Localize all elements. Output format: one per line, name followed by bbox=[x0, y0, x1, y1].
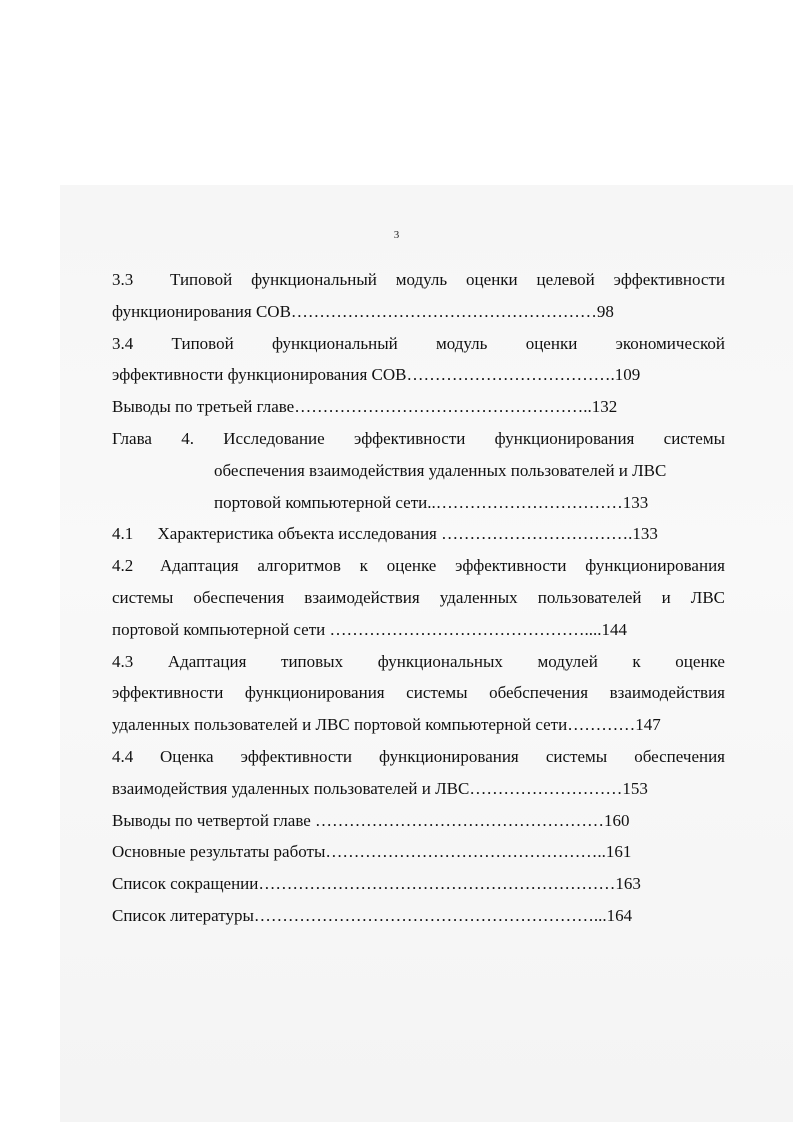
toc-entry-references[interactable] bbox=[112, 900, 725, 932]
toc-entry-4-2[interactable] bbox=[112, 550, 725, 582]
toc-word: функциональных bbox=[377, 651, 503, 671]
toc-word: системы bbox=[663, 428, 725, 448]
toc-entry-conclusions-3[interactable] bbox=[112, 391, 725, 423]
toc-entry-title-cont: эффективности функционирования СОВ……………………………….109 bbox=[112, 365, 641, 385]
toc-entry-title: Характеристика объекта исследования …………………………….133 bbox=[157, 524, 658, 544]
toc-word: эффективности bbox=[354, 428, 466, 448]
toc-entry-chapter-4-cont[interactable] bbox=[112, 487, 725, 519]
toc-entry-4-2-cont[interactable] bbox=[112, 582, 725, 614]
toc-word: Адаптация bbox=[167, 651, 247, 671]
toc-entry-title: Основные результаты работы…………………………………………..161 bbox=[112, 842, 632, 862]
toc-entry-3-4-cont[interactable] bbox=[112, 359, 725, 391]
toc-word: экономической bbox=[615, 333, 725, 353]
toc-entry-title: Список сокращении………………………………………………………163 bbox=[112, 874, 641, 894]
toc-entry-chapter-4[interactable] bbox=[112, 423, 725, 455]
toc-entry-number: 4.3 bbox=[112, 651, 134, 671]
toc-word: функциональный bbox=[271, 333, 398, 353]
toc-word: типовых bbox=[281, 651, 344, 671]
toc-word: оценке bbox=[675, 651, 725, 671]
toc-word: оценки bbox=[525, 333, 578, 353]
toc-word: Глава bbox=[112, 428, 152, 448]
toc-entry-title-cont: эффективности функционирования системы обебспечения взаимодействия bbox=[112, 683, 725, 703]
toc-entry-title-cont: системы обеспечения взаимодействия удаленных пользователей и ЛВС bbox=[112, 587, 725, 607]
toc-entry-main-results[interactable] bbox=[112, 836, 725, 868]
toc-entry-number: 4.2 bbox=[112, 556, 134, 576]
toc-entry-4-3-cont[interactable] bbox=[112, 709, 725, 741]
toc-entry-title-cont: обеспечения взаимодействия удаленных пользователей и ЛВС bbox=[214, 460, 667, 480]
toc-entry-4-3-cont[interactable] bbox=[112, 677, 725, 709]
toc-word: 4. bbox=[181, 428, 194, 448]
table-of-contents bbox=[112, 264, 725, 932]
toc-word: функционирования bbox=[494, 428, 635, 448]
toc-entry-title-cont: функционирования СОВ………………………………………………98 bbox=[112, 301, 614, 321]
page-number: 3 bbox=[393, 229, 400, 241]
toc-word: Исследование bbox=[223, 428, 325, 448]
toc-entry-title: Список литературы……………………………………………………...164 bbox=[112, 905, 633, 925]
toc-word: Типовой bbox=[171, 333, 234, 353]
toc-entry-3-4[interactable] bbox=[112, 328, 725, 360]
toc-entry-title: Оценка эффективности функционирования системы обеспечения bbox=[160, 746, 725, 766]
toc-entry-4-3[interactable] bbox=[112, 646, 725, 678]
toc-entry-chapter-4-cont[interactable] bbox=[112, 455, 725, 487]
toc-entry-number: 4.4 bbox=[112, 746, 134, 766]
toc-entry-title: Типовой функциональный модуль оценки целевой эффективности bbox=[170, 270, 725, 289]
toc-entry-3-3[interactable] bbox=[112, 264, 725, 296]
toc-word: к bbox=[632, 651, 641, 671]
toc-entry-title-cont: портовой компьютерной сети..……………………………133 bbox=[214, 492, 649, 512]
toc-entry-conclusions-4[interactable] bbox=[112, 805, 725, 837]
toc-entry-title-cont: взаимодействия удаленных пользователей и ЛВС………………………153 bbox=[112, 778, 648, 798]
toc-entry-title: Адаптация алгоритмов к оценке эффективности функционирования bbox=[160, 556, 725, 576]
toc-entry-title: Выводы по третьей главе……………………………………………..132 bbox=[112, 397, 618, 417]
toc-entry-4-2-cont[interactable] bbox=[112, 614, 725, 646]
toc-entry-number: 4.1 bbox=[112, 524, 134, 544]
toc-word: модулей bbox=[537, 651, 598, 671]
toc-entry-number: 3.3 bbox=[112, 270, 134, 289]
toc-entry-4-4[interactable] bbox=[112, 741, 725, 773]
toc-word: модуль bbox=[436, 333, 488, 353]
toc-entry-3-3-cont[interactable] bbox=[112, 296, 725, 328]
toc-entry-4-4-cont[interactable] bbox=[112, 773, 725, 805]
toc-entry-abbreviations[interactable] bbox=[112, 868, 725, 900]
toc-entry-title: Выводы по четвертой главе ……………………………………………160 bbox=[112, 810, 630, 830]
toc-entry-4-1[interactable] bbox=[112, 518, 725, 550]
toc-entry-number: 3.4 bbox=[112, 333, 134, 353]
toc-entry-title-cont: удаленных пользователей и ЛВС портовой компьютерной сети…………147 bbox=[112, 715, 661, 735]
toc-entry-title-cont: портовой компьютерной сети ………………………………………....144 bbox=[112, 619, 627, 639]
